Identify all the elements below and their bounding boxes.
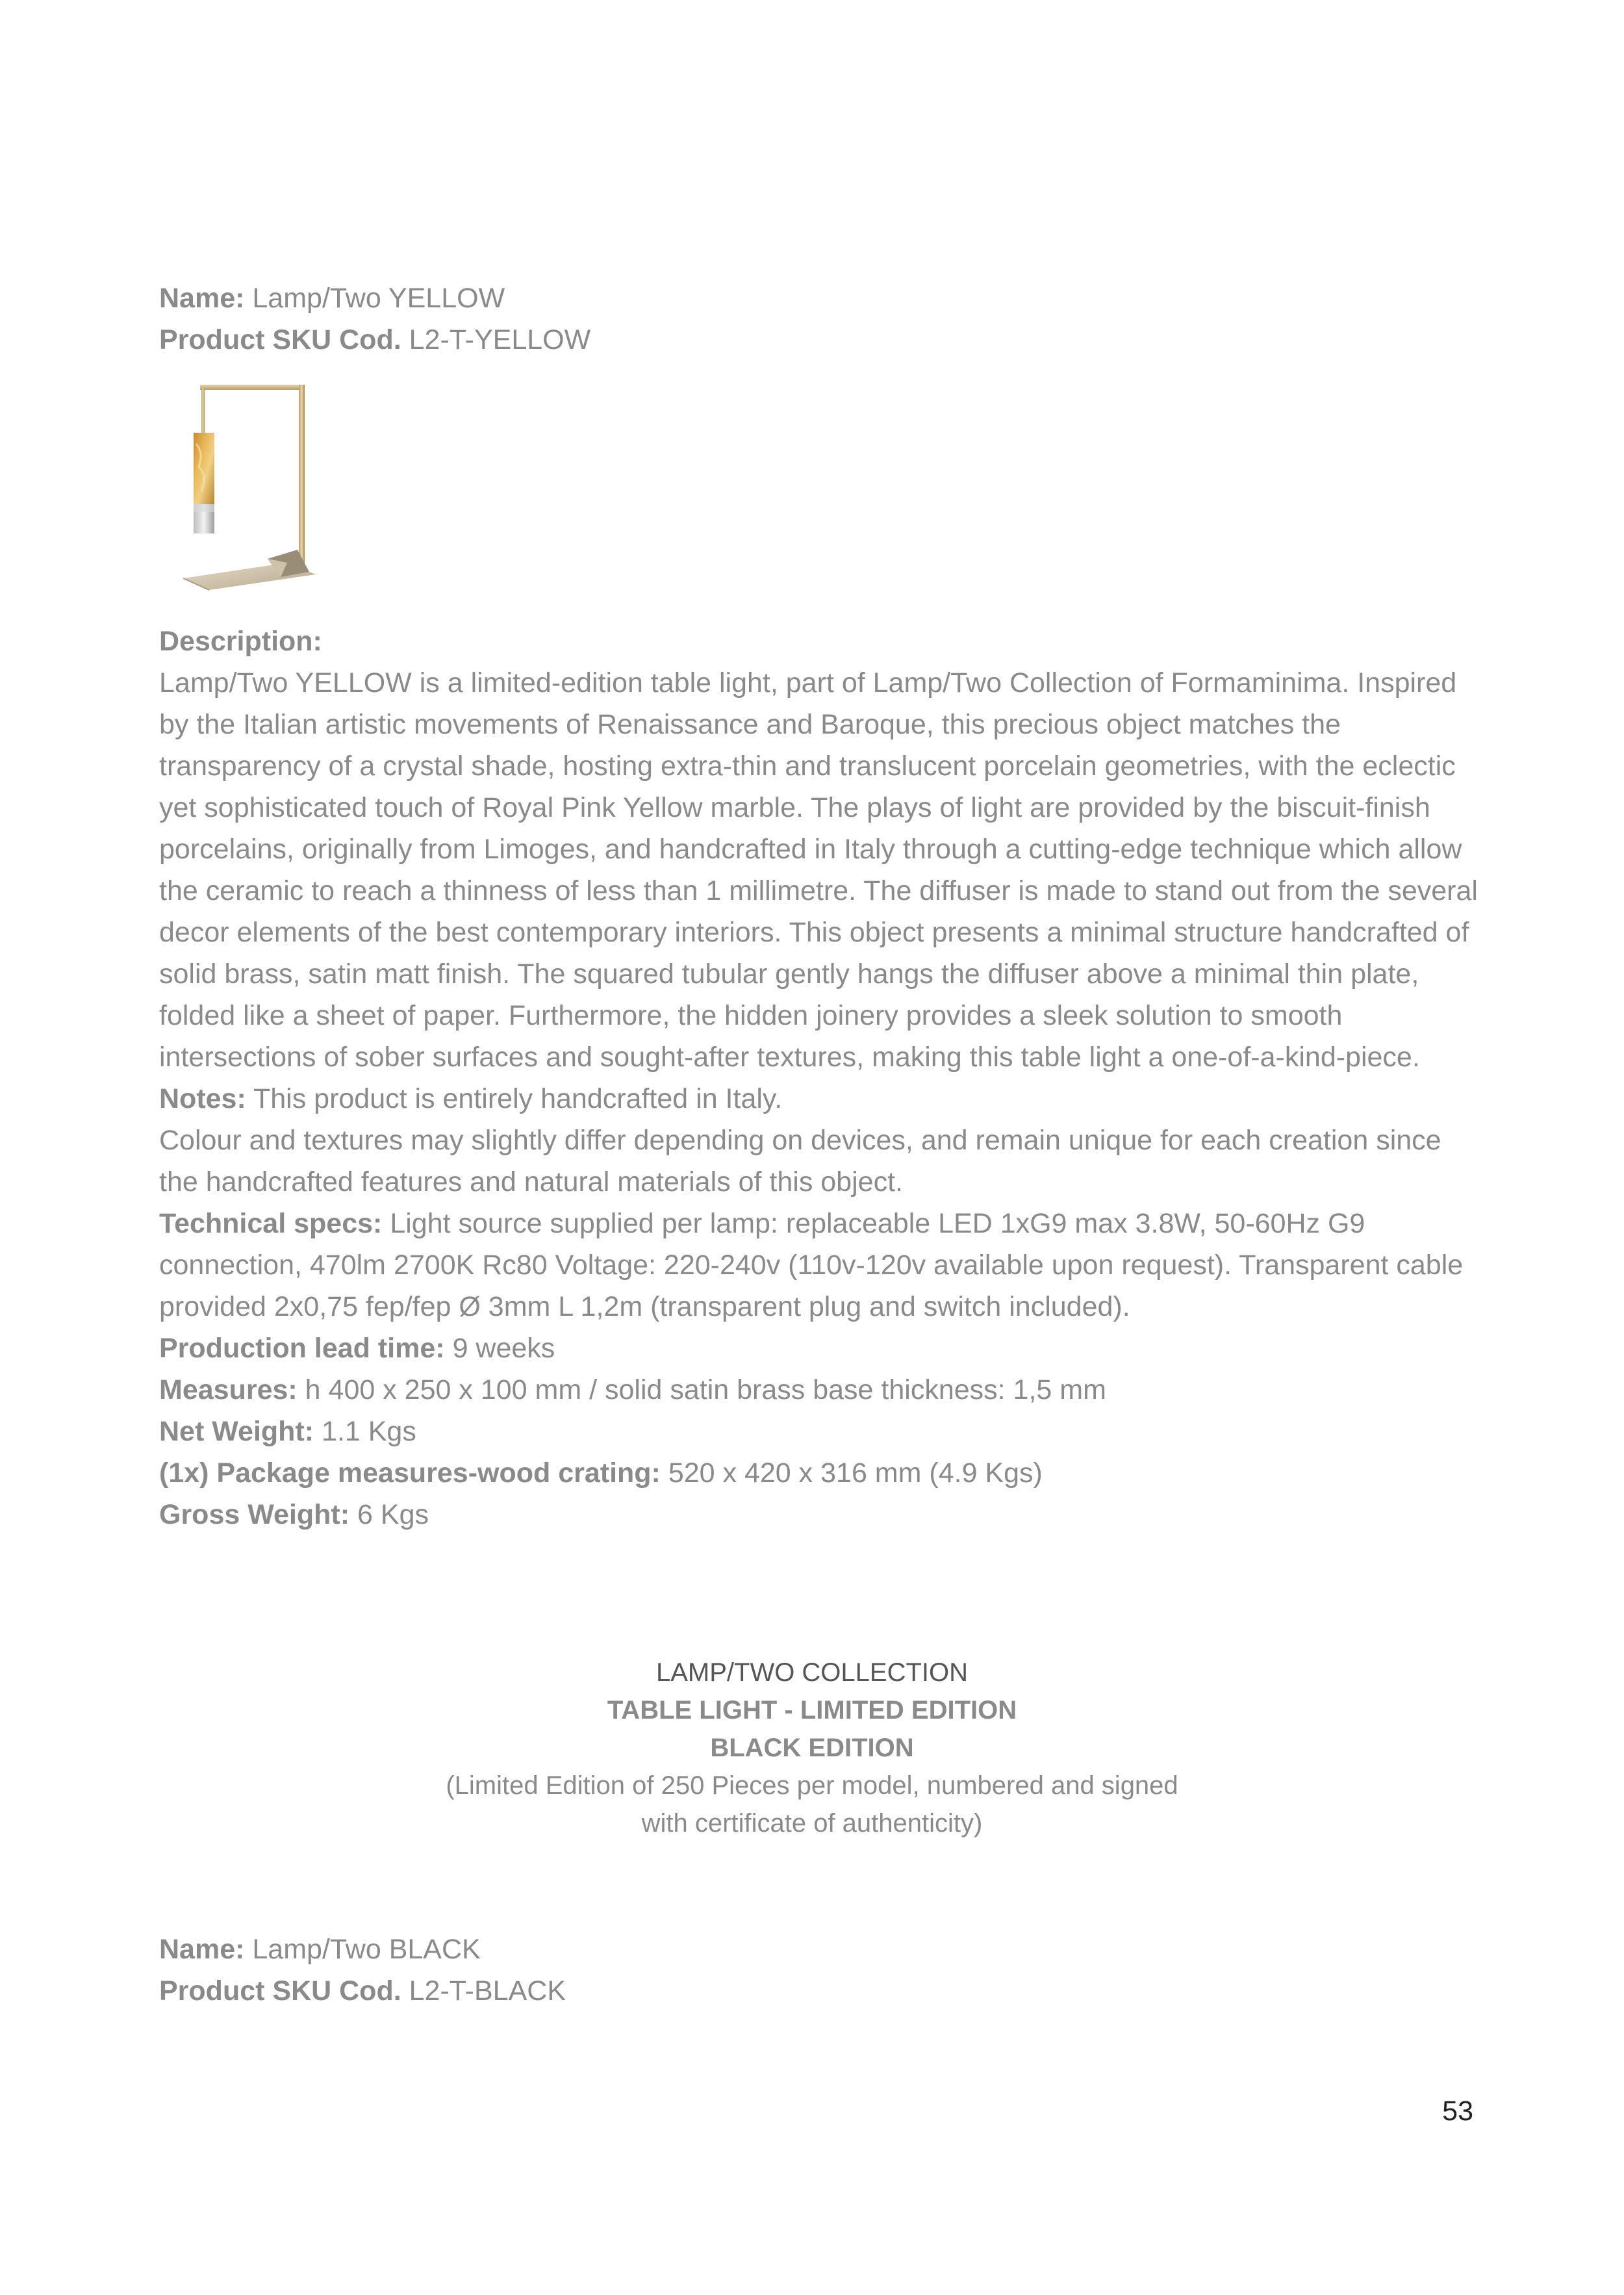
notes-label: Notes: <box>159 1083 246 1114</box>
package-line <box>159 1452 1484 1494</box>
name-value: Lamp/Two BLACK <box>252 1934 481 1965</box>
notes-text-2: Colour and textures may slightly differ depending on devices, and remain unique for each creation since the handcrafted features and natural materials of this object. <box>159 1125 1441 1198</box>
collection-subtitle: TABLE LIGHT - LIMITED EDITION <box>607 1696 1017 1724</box>
description-heading <box>159 621 1484 662</box>
product-details <box>159 621 1484 1535</box>
product-name-line <box>159 277 1484 319</box>
net-weight-label: Net Weight: <box>159 1416 314 1447</box>
measures-value: h 400 x 250 x 100 mm / solid satin brass base thickness: 1,5 mm <box>305 1374 1106 1405</box>
collection-heading-block <box>0 1654 1624 1842</box>
notes-text: This product is entirely handcrafted in Italy. <box>253 1083 783 1114</box>
lamp-product-image <box>170 382 326 603</box>
collection-note-line-1: (Limited Edition of 250 Pieces per model, numbered and signed <box>446 1771 1178 1800</box>
product-sku-line <box>159 319 1484 361</box>
product-header-yellow <box>159 277 1484 361</box>
sku-label: Product SKU Cod. <box>159 324 401 355</box>
gross-weight-label: Gross Weight: <box>159 1499 350 1530</box>
product-name-line <box>159 1929 1484 1970</box>
product-sku-line <box>159 1970 1484 2012</box>
page-number: 53 <box>1442 2096 1473 2127</box>
measures-label: Measures: <box>159 1374 298 1405</box>
net-weight-line <box>159 1411 1484 1452</box>
technical-specs-label: Technical specs: <box>159 1208 383 1239</box>
technical-specs-paragraph <box>159 1203 1484 1327</box>
sku-value: L2-T-BLACK <box>409 1975 566 2007</box>
description-label: Description: <box>159 626 322 657</box>
product-header-black <box>159 1929 1484 2012</box>
net-weight-value: 1.1 Kgs <box>322 1416 416 1447</box>
gross-weight-value: 6 Kgs <box>357 1499 429 1530</box>
gross-weight-line <box>159 1494 1484 1535</box>
package-value: 520 x 420 x 316 mm (4.9 Kgs) <box>668 1457 1043 1489</box>
sku-label: Product SKU Cod. <box>159 1975 401 2007</box>
package-label: (1x) Package measures-wood crating: <box>159 1457 661 1489</box>
name-label: Name: <box>159 1934 245 1965</box>
collection-note-line-2: with certificate of authenticity) <box>641 1809 983 1838</box>
description-text: Lamp/Two YELLOW is a limited-edition table light, part of Lamp/Two Collection of Formaminima. Inspired by the Italian artistic movements of Renaissance and Baroque, this precious object matches the transparency of a crystal shade, hosting extra-thin and translucent porcelain geometries, with the eclectic yet sophisticated touch of Royal Pink Yellow marble. The plays of light are provided by the biscuit-finish porcelains, originally from Limoges, and handcrafted in Italy through a cutting-edge technique which allow the ceramic to reach a thinness of less than 1 millimetre. The diffuser is made to stand out from the several decor elements of the best contemporary interiors. This object presents a minimal structure handcrafted of solid brass, satin matt finish. The squared tubular gently hangs the diffuser above a minimal thin plate, folded like a sheet of paper. Furthermore, the hidden joinery provides a sleek solution to smooth intersections of sober surfaces and sought-after textures, making this table light a one-of-a-kind-piece. <box>159 667 1478 1073</box>
name-value: Lamp/Two YELLOW <box>252 283 505 314</box>
collection-title: LAMP/TWO COLLECTION <box>655 1658 969 1687</box>
name-label: Name: <box>159 283 245 314</box>
notes-paragraph <box>159 1078 1484 1120</box>
sku-value: L2-T-YELLOW <box>409 324 591 355</box>
measures-line <box>159 1369 1484 1411</box>
production-lead-time-label: Production lead time: <box>159 1333 445 1364</box>
collection-edition: BLACK EDITION <box>710 1734 914 1762</box>
production-lead-time-value: 9 weeks <box>452 1333 555 1364</box>
technical-specs-text: Light source supplied per lamp: replaceable LED 1xG9 max 3.8W, 50-60Hz G9 connection, 470lm 2700K Rc80 Voltage: 220-240v (110v-120v available upon request). Transparent cable provided 2x0,75 fep/fep Ø 3mm L 1,2m (transparent plug and switch included). <box>159 1208 1464 1322</box>
production-lead-time-line <box>159 1327 1484 1369</box>
